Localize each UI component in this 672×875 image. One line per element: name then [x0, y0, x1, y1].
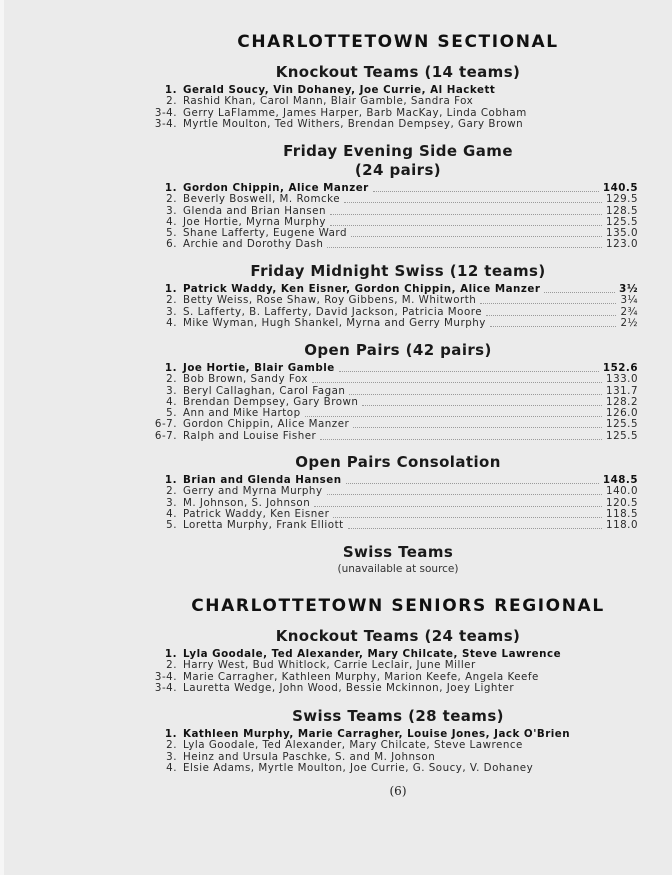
rank: 2.: [166, 95, 177, 108]
pair-names: Joe Hortie, Blair Gamble: [183, 362, 335, 374]
dot-leader: [486, 315, 616, 316]
dot-leader: [490, 326, 616, 327]
pair-names: Glenda and Brian Hansen: [183, 204, 327, 217]
score: 133.0: [606, 373, 638, 386]
dot-leader: [305, 416, 602, 417]
score: 3¼: [620, 294, 638, 307]
result-row: [0, 228, 672, 239]
rank: 2.: [166, 659, 177, 672]
rank: 6-7.: [154, 429, 177, 442]
team-names: Mike Wyman, Hugh Shankel, Myrna and Gerry Murphy: [183, 316, 486, 329]
score: 125.5: [606, 215, 638, 228]
score: 131.7: [606, 384, 638, 397]
rank: 3.: [166, 750, 177, 763]
dot-leader: [312, 382, 602, 383]
pair-names: Gerry and Myrna Murphy: [183, 485, 323, 498]
pair-names: Loretta Murphy, Frank Elliott: [183, 519, 344, 532]
rank: 5.: [166, 227, 177, 240]
event-title-open-pairs-consolation: Open Pairs Consolation: [295, 453, 501, 471]
rank: 4.: [166, 316, 177, 329]
dot-leader: [351, 236, 602, 237]
score: 123.0: [606, 238, 638, 251]
results-list-open-pairs: [0, 363, 672, 442]
dot-leader: [362, 405, 602, 406]
team-names: Marie Carragher, Kathleen Murphy, Marion Keefe, Angela Keefe: [183, 670, 539, 683]
results-list-friday-evening: [0, 183, 672, 251]
pair-names: Patrick Waddy, Ken Eisner: [183, 507, 330, 520]
rank: 2.: [166, 193, 177, 206]
team-names: Kathleen Murphy, Marie Carragher, Louise Jones, Jack O'Brien: [183, 728, 571, 740]
pair-names: Ralph and Louise Fisher: [183, 429, 317, 442]
team-names: Myrtle Moulton, Ted Withers, Brendan Dempsey, Gary Brown: [183, 117, 524, 130]
pair-names: Brendan Dempsey, Gary Brown: [183, 395, 359, 408]
event-title-swiss-teams: Swiss Teams: [342, 543, 454, 561]
results-list-seniors-knockout-24: [0, 649, 672, 694]
rank: 3.: [166, 496, 177, 509]
rank: 2.: [166, 373, 177, 386]
event-title-friday-midnight-swiss: Friday Midnight Swiss (12 teams): [250, 262, 546, 280]
score: 152.6: [602, 362, 638, 374]
event-subtitle-friday-evening: (24 pairs): [354, 161, 442, 179]
team-names: S. Lafferty, B. Lafferty, David Jackson, Patricia Moore: [183, 305, 483, 318]
team-names: Heinz and Ursula Paschke, S. and M. Johnson: [183, 750, 436, 763]
rank: 5.: [166, 519, 177, 532]
rank: 3.: [166, 384, 177, 397]
dot-leader: [333, 517, 602, 518]
result-row: [0, 119, 672, 130]
score: 125.5: [606, 418, 638, 431]
score: 135.0: [606, 227, 638, 240]
rank: 4.: [166, 215, 177, 228]
rank: 1.: [164, 648, 177, 660]
team-names: Gerald Soucy, Vin Dohaney, Joe Currie, Al Hackett: [183, 84, 496, 96]
rank: 2.: [166, 294, 177, 307]
result-row: [0, 740, 672, 751]
rank: 4.: [166, 395, 177, 408]
score: 148.5: [602, 474, 638, 486]
result-row: [0, 295, 672, 306]
score: 129.5: [606, 193, 638, 206]
rank: 3.: [166, 305, 177, 318]
score: 128.2: [606, 395, 638, 408]
page-number: (6): [389, 784, 407, 798]
event-title-open-pairs: Open Pairs (42 pairs): [304, 341, 492, 359]
dot-leader: [320, 439, 602, 440]
team-names: Patrick Waddy, Ken Eisner, Gordon Chippin, Alice Manzer: [183, 283, 541, 295]
result-row: [0, 206, 672, 217]
result-row: [0, 683, 672, 694]
score: 2½: [620, 316, 638, 329]
event-title-friday-evening: Friday Evening Side Game: [283, 142, 513, 160]
result-row: [0, 397, 672, 408]
results-list-seniors-swiss-28: [0, 729, 672, 774]
rank: 4.: [166, 761, 177, 774]
pair-names: Bob Brown, Sandy Fox: [183, 373, 308, 386]
rank: 3.: [166, 204, 177, 217]
pair-names: Gordon Chippin, Alice Manzer: [183, 182, 369, 194]
team-names: Gerry LaFlamme, James Harper, Barb MacKay, Linda Cobham: [183, 106, 527, 119]
dot-leader: [373, 191, 599, 192]
rank: 5.: [166, 407, 177, 420]
results-list-friday-midnight-swiss: [0, 284, 672, 329]
rank: 3-4.: [154, 117, 177, 130]
team-names: Rashid Khan, Carol Mann, Blair Gamble, Sandra Fox: [183, 95, 474, 108]
results-list-open-pairs-consolation: [0, 475, 672, 531]
rank: 3-4.: [154, 106, 177, 119]
rank: 1.: [164, 283, 177, 295]
section-title-sectional: CHARLOTTETOWN SECTIONAL: [237, 32, 559, 52]
rank: 1.: [164, 84, 177, 96]
score: 126.0: [606, 407, 638, 420]
result-row: [0, 96, 672, 107]
score: 140.0: [606, 485, 638, 498]
pair-names: Archie and Dorothy Dash: [183, 238, 324, 251]
event-title-seniors-swiss-28: Swiss Teams (28 teams): [292, 707, 504, 725]
pair-names: M. Johnson, S. Johnson: [183, 496, 311, 509]
pair-names: Gordon Chippin, Alice Manzer: [183, 418, 350, 431]
pair-names: Beryl Callaghan, Carol Fagan: [183, 384, 346, 397]
team-names: Lauretta Wedge, John Wood, Bessie Mckinnon, Joey Lighter: [183, 681, 515, 694]
result-row: [0, 239, 672, 250]
section-title-seniors-regional: CHARLOTTETOWN SENIORS REGIONAL: [191, 596, 605, 616]
result-row: [0, 374, 672, 385]
score: 2¾: [620, 305, 638, 318]
rank: 2.: [166, 739, 177, 752]
results-list-knockout-14: [0, 85, 672, 130]
dot-leader: [349, 394, 602, 395]
pair-names: Joe Hortie, Myrna Murphy: [183, 215, 326, 228]
rank: 1.: [164, 728, 177, 740]
pair-names: Ann and Mike Hartop: [183, 407, 301, 420]
rank: 1.: [164, 182, 177, 194]
result-row: [0, 498, 672, 509]
dot-leader: [330, 225, 602, 226]
dot-leader: [344, 202, 602, 203]
rank: 6-7.: [154, 418, 177, 431]
team-names: Lyla Goodale, Ted Alexander, Mary Chilcate, Steve Lawrence: [183, 739, 523, 752]
result-row: [0, 318, 672, 329]
team-names: Elsie Adams, Myrtle Moulton, Joe Currie, G. Soucy, V. Dohaney: [183, 761, 534, 774]
dot-leader: [348, 528, 602, 529]
result-row: [0, 475, 672, 486]
result-row: [0, 419, 672, 430]
rank: 6.: [166, 238, 177, 251]
pair-names: Shane Lafferty, Eugene Ward: [183, 227, 348, 240]
rank: 1.: [164, 362, 177, 374]
dot-leader: [480, 303, 616, 304]
pair-names: Beverly Boswell, M. Romcke: [183, 193, 341, 206]
team-names: Betty Weiss, Rose Shaw, Roy Gibbens, M. Whitworth: [183, 294, 477, 307]
rank: 1.: [164, 474, 177, 486]
dot-leader: [339, 371, 599, 372]
dot-leader: [330, 214, 602, 215]
dot-leader: [327, 247, 602, 248]
score: 128.5: [606, 204, 638, 217]
score: 120.5: [606, 496, 638, 509]
rank: 4.: [166, 507, 177, 520]
score: 140.5: [602, 182, 638, 194]
dot-leader: [544, 292, 615, 293]
rank: 2.: [166, 485, 177, 498]
event-title-seniors-knockout-24: Knockout Teams (24 teams): [275, 627, 521, 645]
dot-leader: [327, 494, 602, 495]
result-row: [0, 194, 672, 205]
team-names: Lyla Goodale, Ted Alexander, Mary Chilcate, Steve Lawrence: [183, 648, 562, 660]
score: 125.5: [606, 429, 638, 442]
rank: 3-4.: [154, 670, 177, 683]
rank: 3-4.: [154, 681, 177, 694]
dot-leader: [314, 506, 602, 507]
dot-leader: [353, 427, 602, 428]
swiss-teams-note: (unavailable at source): [337, 563, 459, 575]
team-names: Harry West, Bud Whitlock, Carrie Leclair, June Miller: [183, 659, 476, 672]
result-row: [0, 431, 672, 442]
result-row: [0, 520, 672, 531]
pair-names: Brian and Glenda Hansen: [183, 474, 342, 486]
result-row: [0, 660, 672, 671]
result-row: [0, 363, 672, 374]
score: 118.5: [606, 507, 638, 520]
dot-leader: [346, 483, 599, 484]
event-title-knockout-14: Knockout Teams (14 teams): [275, 63, 521, 81]
result-row: [0, 486, 672, 497]
score: 118.0: [606, 519, 638, 532]
result-row: [0, 763, 672, 774]
score: 3½: [619, 283, 638, 295]
